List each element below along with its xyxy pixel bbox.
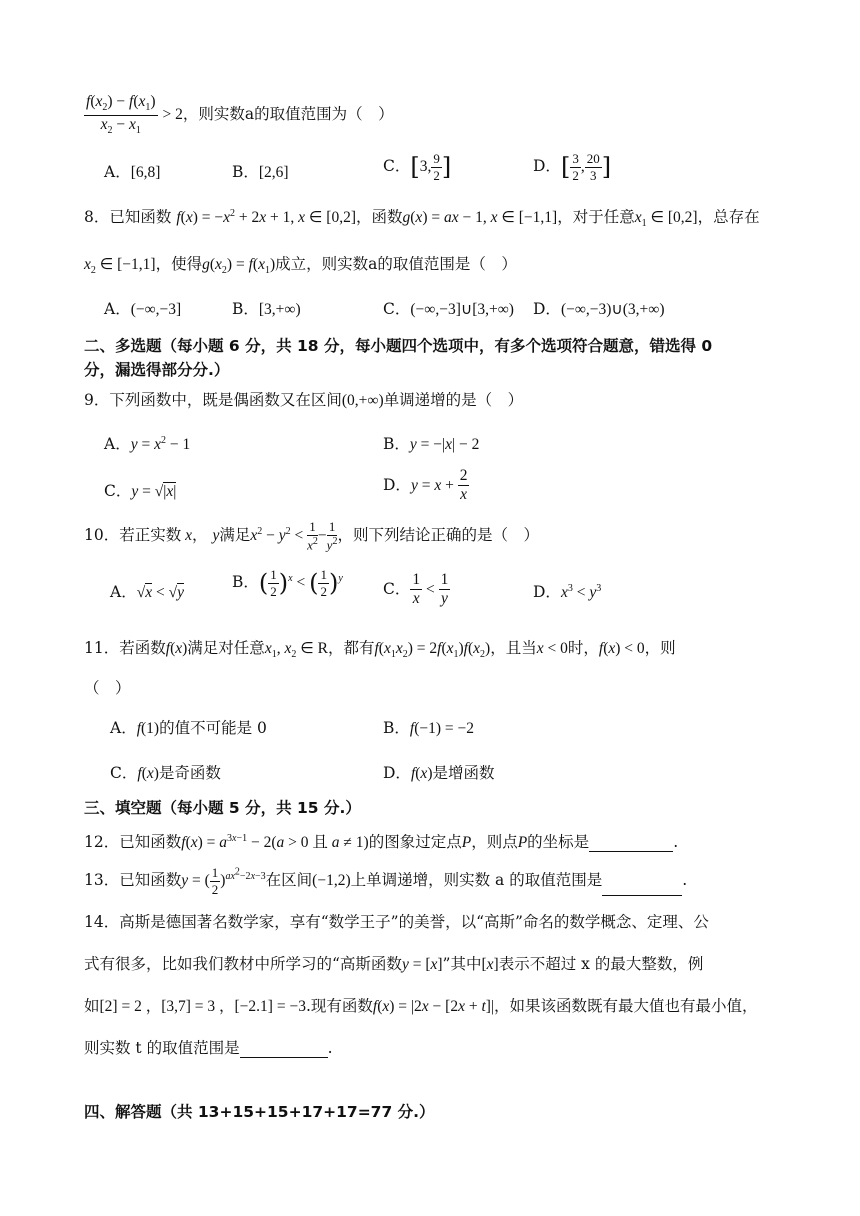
- q14-line4: 则实数 t 的取值范围是 .: [84, 1039, 333, 1057]
- q9-stem: 9．下列函数中，既是偶函数又在区间(0,+∞)单调递增的是（ ）: [84, 391, 524, 409]
- q14-line3: 如[2] = 2 ，[3,7] = 3 ，[−2.1] = −3.现有函数f(x) = |2x − [2x + t]|，如果该函数既有最大值也有最小值，: [84, 997, 758, 1015]
- q12-answer-blank[interactable]: [589, 835, 673, 852]
- q10-option-b[interactable]: B．( $\frac{1}{2}$ )$^x$ < ( $\frac{1}{2}$ )$^y$: [232, 567, 343, 599]
- section2-title: 二、多选题（每小题 6 分，共 18 分，每小题四个选项中，有多个选项符合题意，错选得 0: [84, 337, 713, 355]
- section4-title: 四、解答题（共 13+15+15+17+17=77 分.）: [84, 1103, 435, 1121]
- q8-stem-line1: 8．已知函数 $f(x) = -x^2 + 2x + 1$, x ∈ [0,2]，函数g(x) = ax − 1, x ∈ [−1,1]，对于任意$x_1$ ∈ [0,2]，总存在: [84, 207, 760, 230]
- q11-option-c[interactable]: C．f(x)是奇函数: [110, 764, 221, 782]
- q7-option-a[interactable]: A．[6,8]: [104, 163, 161, 181]
- q8-option-c[interactable]: C．(−∞,−3]∪[3,+∞): [383, 300, 514, 318]
- q9-option-d[interactable]: D．y = x + $\frac{2}{x}$: [383, 467, 468, 504]
- q7-tail: ，则实数a的取值范围为（ ）: [182, 105, 394, 124]
- q11-option-a[interactable]: A．f(1)的值不可能是 0: [110, 719, 267, 737]
- q9-option-c[interactable]: C．y = √|x|: [104, 482, 177, 500]
- q14-line2: 式有很多，比如我们教材中所学习的“高斯函数y = [x]”其中[x]表示不超过 x 的最大整数，例: [84, 955, 704, 973]
- q7-option-b[interactable]: B．[2,6]: [232, 163, 289, 181]
- q11-option-b[interactable]: B．f(−1) = −2: [383, 719, 475, 737]
- q13-answer-blank[interactable]: [602, 879, 682, 896]
- q10-option-a[interactable]: A．√x < √y: [110, 583, 184, 601]
- q7-option-d[interactable]: D．[ $\frac{3}{2}$ , $\frac{20}{3}$ ]: [533, 151, 612, 183]
- q11-stem-line1: 11．若函数f(x)满足对任意$x_1$, $x_2$ ∈ R，都有$f(x_1x_2) = 2f(x_1)f(x_2)$，且当x < 0时，f(x) < 0，则: [84, 639, 676, 661]
- q8-stem-line2: $x_2$ ∈ [−1,1]，使得$g(x_2) = f(x_1)$成立，则实数a的取值范围是（ ）: [84, 255, 517, 277]
- q13-stem: 13．已知函数y = ( $\frac{1}{2}$ )$^{ax^2-2x-3}$在区间(−1,2)上单调递增，则实数 a 的取值范围是 .: [84, 865, 688, 897]
- q12-stem: 12．已知函数$f(x) = a^{3x-1} - 2(a > 0$ 且 a ≠ 1)的图象过定点P，则点P的坐标是 .: [84, 832, 679, 851]
- q10-option-c[interactable]: C． $\frac{1}{x}$ < $\frac{1}{y}$: [383, 571, 449, 608]
- q14-line1: 14．高斯是德国著名数学家，享有“数学王子”的美誉，以“高斯”命名的数学概念、定理、公: [84, 913, 709, 931]
- q7-option-c[interactable]: C．[3, $\frac{9}{2}$ ]: [383, 151, 452, 183]
- q14-answer-blank[interactable]: [240, 1041, 328, 1058]
- section2-title-cont: 分，漏选得部分分.）: [84, 361, 230, 379]
- section3-title: 三、填空题（每小题 5 分，共 15 分.）: [84, 799, 361, 817]
- q11-stem-line2: （ ）: [84, 679, 131, 697]
- q8-option-a[interactable]: A．(−∞,−3]: [104, 300, 182, 318]
- q9-option-b[interactable]: B．y = −|x| − 2: [383, 435, 480, 453]
- q10-option-d[interactable]: D．$x^3 < y^3$: [533, 582, 602, 601]
- q8-option-d[interactable]: D．(−∞,−3)∪(3,+∞): [533, 300, 665, 318]
- q9-option-a[interactable]: A．$y = x^2 - 1$: [104, 434, 191, 453]
- q10-stem: 10．若正实数 x， y满足$x^2 - y^2$ < $\frac{1}{x^2}$ − $\frac{1}{y^2}$ ，则下列结论正确的是（ ）: [84, 519, 539, 552]
- q8-option-b[interactable]: B．[3,+∞): [232, 300, 301, 318]
- q7-condition: $\frac{f(x_2) - f(x_1)}{x_2 - x_1}$ > 2，则实数a的取值范围为（ ）: [86, 93, 394, 136]
- q11-option-d[interactable]: D．f(x)是增函数: [383, 764, 495, 782]
